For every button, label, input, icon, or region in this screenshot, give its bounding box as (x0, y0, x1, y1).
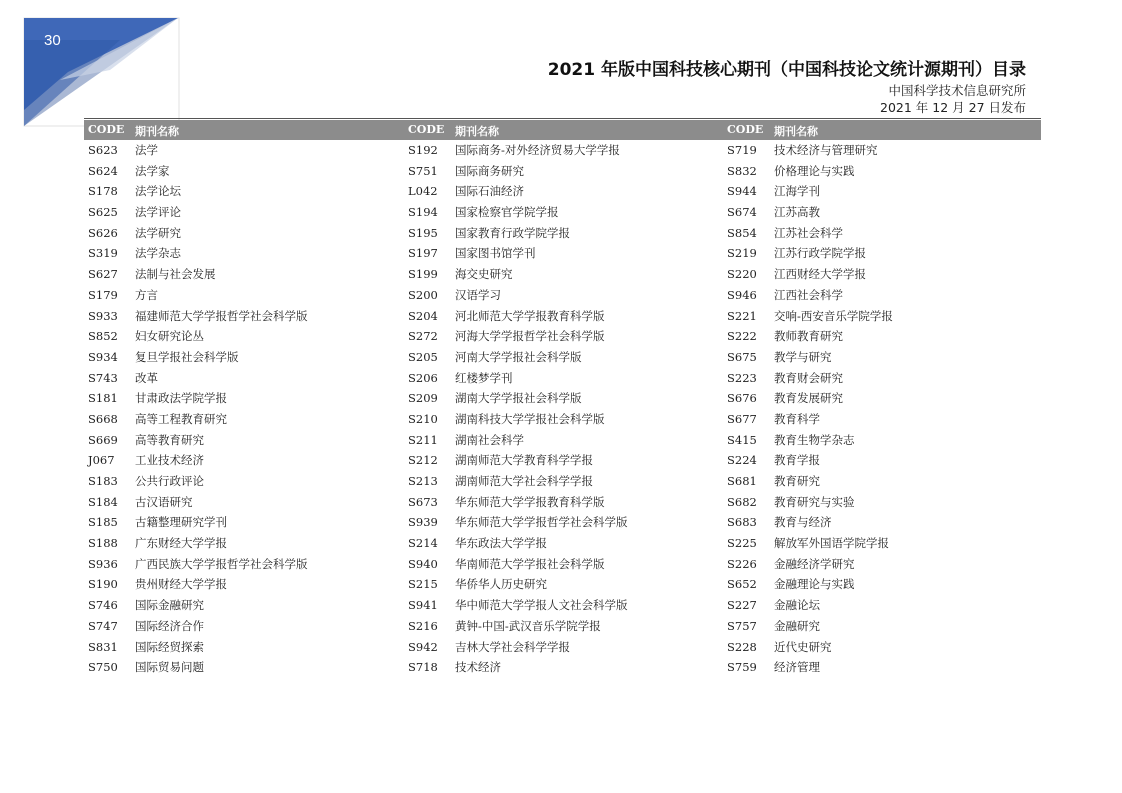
journal-name: 法学杂志 (135, 246, 181, 261)
journal-name: 河海大学学报哲学社会科学版 (455, 329, 605, 344)
journal-name: 江苏高教 (774, 205, 820, 220)
journal-code: S194 (408, 205, 438, 220)
journal-code: S627 (88, 267, 118, 282)
table-row (84, 140, 1041, 161)
journal-name: 红楼梦学刊 (455, 370, 513, 385)
table-row (84, 554, 1041, 575)
journal-code: S188 (88, 536, 118, 551)
journal-name: 交响-西安音乐学院学报 (774, 308, 893, 323)
corner-decoration (0, 0, 180, 130)
table-header (84, 120, 1041, 140)
table-row (84, 388, 1041, 409)
journal-name: 广西民族大学学报哲学社会科学版 (135, 556, 308, 571)
document-title: 2021 年版中国科技核心期刊（中国科技论文统计源期刊）目录 (547, 60, 1026, 80)
journal-name: 汉语学习 (455, 287, 501, 302)
journal-code: S219 (727, 246, 757, 261)
journal-code: S178 (88, 184, 118, 199)
journal-name: 国际经贸探索 (135, 639, 204, 654)
journal-name: 金融论坛 (774, 598, 820, 613)
journal-code: S750 (88, 660, 118, 675)
table-row (84, 637, 1041, 658)
journal-name: 国际商务-对外经济贸易大学学报 (455, 143, 620, 157)
table-row (84, 347, 1041, 368)
header-divider (84, 118, 1041, 119)
document-header (548, 58, 1026, 116)
journal-name: 国家教育行政学院学报 (455, 225, 570, 240)
journal-code: S222 (727, 329, 757, 344)
journal-name: 教育研究与实验 (774, 494, 855, 509)
column-header-code: CODE (408, 123, 445, 136)
journal-name: 国家图书馆学刊 (455, 246, 536, 261)
journal-name: 法学 (135, 143, 158, 157)
table-row (84, 181, 1041, 202)
journal-name: 国际经济合作 (135, 618, 204, 633)
journal-code: S673 (408, 494, 438, 509)
journal-code: S225 (727, 536, 757, 551)
journal-code: S183 (88, 474, 118, 488)
journal-code: S831 (88, 639, 118, 654)
journal-name: 华东师范大学学报教育科学版 (455, 494, 605, 509)
journal-name: 高等教育研究 (135, 432, 204, 447)
journal-code: S946 (727, 287, 757, 302)
journal-code: S942 (408, 639, 438, 654)
journal-code: S184 (88, 494, 118, 509)
column-header-journal-name: 期刊名称 (455, 125, 499, 138)
journal-code: S719 (727, 143, 757, 157)
journal-name: 价格理论与实践 (774, 163, 855, 178)
table-row (84, 533, 1041, 554)
journal-code: S199 (408, 267, 438, 282)
journal-name: 金融经济学研究 (774, 556, 855, 571)
journal-code: S195 (408, 225, 438, 240)
table-row (84, 492, 1041, 513)
journal-code: S681 (727, 474, 757, 488)
journal-name: 教育与经济 (774, 515, 832, 530)
journal-name: 湖南大学学报社会科学版 (455, 391, 582, 406)
journal-code: S682 (727, 494, 757, 509)
journal-code: S625 (88, 205, 118, 220)
journal-code: S228 (727, 639, 757, 654)
column-header-code: CODE (88, 123, 125, 136)
journal-code: S759 (727, 660, 757, 675)
journal-name: 金融理论与实践 (774, 577, 855, 592)
column-header-code: CODE (727, 123, 764, 136)
journal-name: 江海学刊 (774, 184, 820, 199)
journal-name: 甘肃政法学院学报 (135, 391, 227, 406)
journal-name: 湖南社会科学 (455, 432, 524, 447)
journal-name: 湖南师范大学教育科学学报 (455, 453, 593, 468)
journal-name: 国际石油经济 (455, 184, 524, 199)
journal-name: 湖南师范大学社会科学学报 (455, 474, 593, 488)
column-header-journal-name: 期刊名称 (774, 125, 818, 138)
journal-code: S933 (88, 308, 118, 323)
journal-name: 福建师范大学学报哲学社会科学版 (135, 308, 308, 323)
journal-code: S854 (727, 225, 757, 240)
journal-code: S213 (408, 474, 438, 488)
journal-name: 法学研究 (135, 225, 181, 240)
journal-code: S319 (88, 246, 118, 261)
journal-code: S626 (88, 225, 118, 240)
journal-name: 改革 (135, 370, 158, 385)
journal-code: S190 (88, 577, 118, 592)
journal-name: 江西社会科学 (774, 287, 843, 302)
journal-code: S757 (727, 618, 757, 633)
journal-code: S204 (408, 308, 438, 323)
journal-name: 国际金融研究 (135, 598, 204, 613)
journal-code: S743 (88, 370, 118, 385)
journal-name: 复旦学报社会科学版 (135, 349, 239, 364)
journal-code: S179 (88, 287, 118, 302)
column-header-journal-name: 期刊名称 (135, 125, 179, 138)
journal-name: 黄钟-中国-武汉音乐学院学报 (455, 618, 601, 633)
table-row (84, 202, 1041, 223)
table-row (84, 657, 1041, 678)
journal-name: 教学与研究 (774, 349, 832, 364)
journal-code: S226 (727, 556, 757, 571)
journal-name: 技术经济与管理研究 (774, 143, 878, 157)
journal-name: 法学家 (135, 163, 170, 178)
journal-name: 国家检察官学院学报 (455, 205, 559, 220)
journal-name: 河南大学学报社会科学版 (455, 349, 582, 364)
journal-name: 湖南科技大学学报社会科学版 (455, 411, 605, 426)
journal-code: S214 (408, 536, 438, 551)
journal-name: 金融研究 (774, 618, 820, 633)
table-row (84, 326, 1041, 347)
publisher-name: 中国科学技术信息研究所 (888, 83, 1026, 98)
journal-code: S216 (408, 618, 438, 633)
journal-code: S652 (727, 577, 757, 592)
table-row (84, 285, 1041, 306)
journal-name: 妇女研究论丛 (135, 329, 204, 344)
journal-code: S210 (408, 411, 438, 426)
journal-name: 公共行政评论 (135, 474, 204, 488)
journal-name: 教育学报 (774, 453, 820, 468)
journal-name: 华南师范大学学报社会科学版 (455, 556, 605, 571)
journal-code: S939 (408, 515, 438, 530)
journal-name: 华东师范大学学报哲学社会科学版 (455, 515, 628, 530)
journal-code: S197 (408, 246, 438, 261)
journal-code: S675 (727, 349, 757, 364)
journal-code: S747 (88, 618, 118, 633)
journal-name: 江苏社会科学 (774, 225, 843, 240)
journal-name: 解放军外国语学院学报 (774, 536, 889, 551)
journal-name: 法学评论 (135, 205, 181, 220)
journal-code: S206 (408, 370, 438, 385)
journal-code: S212 (408, 453, 438, 468)
journal-name: 贵州财经大学学报 (135, 577, 227, 592)
journal-code: S205 (408, 349, 438, 364)
table-row (84, 306, 1041, 327)
table-row (84, 409, 1041, 430)
journal-code: S746 (88, 598, 118, 613)
journal-code: S944 (727, 184, 757, 199)
journal-code: S220 (727, 267, 757, 282)
journal-code: S668 (88, 411, 118, 426)
journal-code: S852 (88, 329, 118, 344)
journal-code: S683 (727, 515, 757, 530)
table-row (84, 471, 1041, 492)
journal-name: 教师教育研究 (774, 329, 843, 344)
journal-code: S415 (727, 432, 757, 447)
journal-name: 教育财会研究 (774, 370, 843, 385)
table-row (84, 368, 1041, 389)
journal-code: S623 (88, 143, 118, 157)
table-row (84, 450, 1041, 471)
journal-code: S934 (88, 349, 118, 364)
journal-name: 教育研究 (774, 474, 820, 488)
journal-code: S832 (727, 163, 757, 178)
journal-name: 法制与社会发展 (135, 267, 216, 282)
journal-code: S624 (88, 163, 118, 178)
journal-name: 广东财经大学学报 (135, 536, 227, 551)
table-row (84, 595, 1041, 616)
page-number: 30 (44, 32, 61, 49)
table-row (84, 161, 1041, 182)
journal-code: S221 (727, 308, 757, 323)
journal-name: 方言 (135, 287, 158, 302)
journal-name: 华侨华人历史研究 (455, 577, 547, 592)
journal-code: S200 (408, 287, 438, 302)
journal-code: S192 (408, 143, 438, 157)
table-row (84, 243, 1041, 264)
journal-name: 江西财经大学学报 (774, 267, 866, 282)
journal-name: 河北师范大学学报教育科学版 (455, 308, 605, 323)
journal-name: 教育发展研究 (774, 391, 843, 406)
journal-name: 国际商务研究 (455, 163, 524, 178)
table-row (84, 512, 1041, 533)
journal-table-body (84, 140, 1041, 678)
journal-code: S941 (408, 598, 438, 613)
journal-code: S227 (727, 598, 757, 613)
table-row (84, 223, 1041, 244)
journal-code: S751 (408, 163, 438, 178)
journal-code: S181 (88, 391, 118, 406)
journal-code: S674 (727, 205, 757, 220)
journal-name: 古籍整理研究学刊 (135, 515, 227, 530)
table-row (84, 264, 1041, 285)
journal-code: S209 (408, 391, 438, 406)
journal-name: 教育生物学杂志 (774, 432, 855, 447)
journal-code: S718 (408, 660, 438, 675)
journal-name: 教育科学 (774, 411, 820, 426)
journal-name: 吉林大学社会科学学报 (455, 639, 570, 654)
journal-name: 华中师范大学学报人文社会科学版 (455, 598, 628, 613)
table-row (84, 574, 1041, 595)
journal-code: S677 (727, 411, 757, 426)
journal-code: S223 (727, 370, 757, 385)
journal-code: S185 (88, 515, 118, 530)
journal-code: S936 (88, 556, 118, 571)
journal-code: J067 (88, 453, 115, 468)
journal-name: 法学论坛 (135, 184, 181, 199)
journal-code: S669 (88, 432, 118, 447)
journal-name: 高等工程教育研究 (135, 411, 227, 426)
table-row (84, 430, 1041, 451)
journal-code: S215 (408, 577, 438, 592)
publish-date: 2021 年 12 月 27 日发布 (880, 100, 1026, 115)
journal-name: 工业技术经济 (135, 453, 204, 468)
journal-code: S272 (408, 329, 438, 344)
journal-name: 海交史研究 (455, 267, 513, 282)
table-row (84, 616, 1041, 637)
journal-name: 近代史研究 (774, 639, 832, 654)
journal-code: S940 (408, 556, 438, 571)
journal-name: 国际贸易问题 (135, 660, 204, 675)
journal-name: 古汉语研究 (135, 494, 193, 509)
journal-code: S676 (727, 391, 757, 406)
journal-code: S211 (408, 432, 438, 447)
journal-name: 经济管理 (774, 660, 820, 675)
journal-name: 江苏行政学院学报 (774, 246, 866, 261)
journal-name: 华东政法大学学报 (455, 536, 547, 551)
journal-name: 技术经济 (455, 660, 501, 675)
journal-code: S224 (727, 453, 757, 468)
journal-code: L042 (408, 184, 438, 199)
